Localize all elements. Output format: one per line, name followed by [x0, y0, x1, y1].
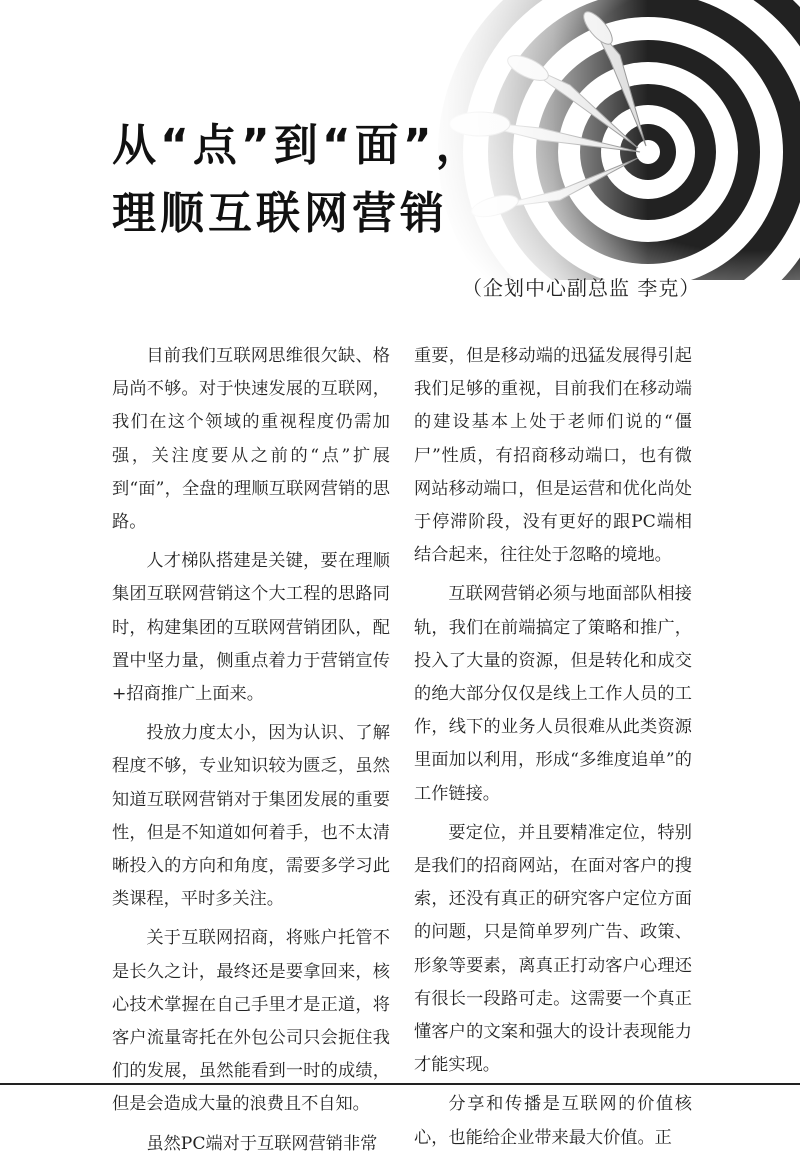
- paragraph: 关于互联网招商，将账户托管不是长久之计，最终还是要拿回来，核心技术掌握在自己手里才是正道，将客户流量寄托在外包公司只会扼住我们的发展，虽然能看到一时的成绩，但是会造成大量的浪费且不自知。: [112, 928, 390, 1115]
- article-title: [112, 112, 484, 248]
- paragraph-continued: 重要，但是移动端的迅猛发展得引起我们足够的重视，目前我们在移动端的建设基本上处于老师们说的“僵尸”性质，有招商移动端口，也有微网站移动端口，但是运营和优化尚处于停滞阶段，没有更好的跟PC端相结合起来，往往处于忽略的境地。: [414, 346, 692, 566]
- title-line-1: 从“点”到“面”，: [112, 120, 484, 171]
- paragraph: 目前我们互联网思维很欠缺、格局尚不够。对于快速发展的互联网，我们在这个领域的重视程度仍需加强，关注度要从之前的“点”扩展到“面”，全盘的理顺互联网营销的思路。: [112, 346, 390, 533]
- paragraph: 分享和传播是互联网的价值核心，也能给企业带来最大价值。正: [414, 1094, 692, 1148]
- right-column: [414, 340, 692, 1161]
- title-line-2: 理顺互联网营销: [112, 188, 448, 239]
- paragraph: 互联网营销必须与地面部队相接轨，我们在前端搞定了策略和推广，投入了大量的资源，但是转化和成交的绝大部分仅仅是线上工作人员的工作，线下的业务人员很难从此类资源里面加以利用，形成“多维度追单”的工作链接。: [414, 584, 692, 804]
- left-column: [112, 340, 390, 1167]
- paragraph: 虽然PC端对于互联网营销非常: [146, 1133, 378, 1154]
- paragraph: 人才梯队搭建是关键，要在理顺集团互联网营销这个大工程的思路同时，构建集团的互联网营销团队，配置中坚力量，侧重点着力于营销宣传+招商推广上面来。: [112, 551, 390, 705]
- paragraph: 投放力度太小，因为认识、了解程度不够，专业知识较为匮乏，虽然知道互联网营销对于集团发展的重要性，但是不知道如何着手，也不太清晰投入的方向和角度，需要多学习此类课程，平时多关注。: [112, 723, 390, 910]
- paragraph: 要定位，并且要精准定位，特别是我们的招商网站，在面对客户的搜索，还没有真正的研究客户定位方面的问题，只是简单罗列广告、政策、形象等要素，离真正打动客户心理还有很长一段路可走。这需要一个真正懂客户的文案和强大的设计表现能力才能实现。: [414, 822, 692, 1076]
- author-byline: （企划中心副总监 李克）: [462, 276, 701, 300]
